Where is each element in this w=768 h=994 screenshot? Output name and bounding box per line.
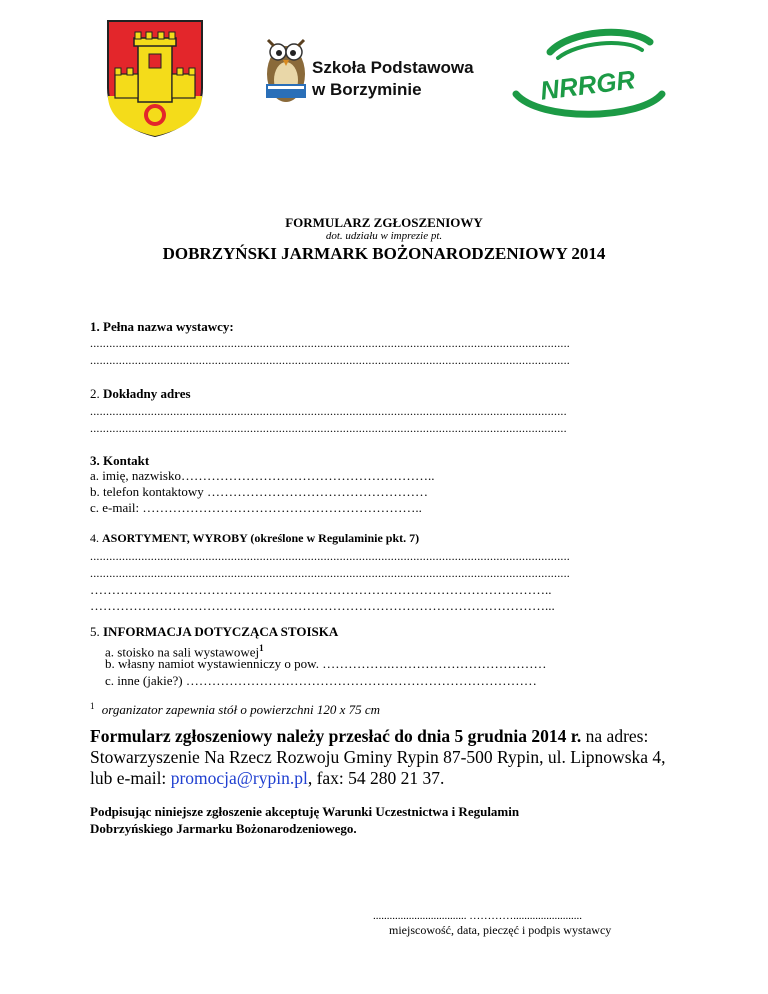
submission-contact: lub e-mail: promocja@rypin.pl, fax: 54 280 21 37. [90, 768, 445, 788]
footnote [90, 698, 380, 718]
section4-input-line[interactable]: …………………………………………………………………………………………….. [90, 582, 552, 597]
footnote-mark: 1 [90, 701, 95, 711]
submission-line1: Formularz zgłoszeniowy należy przesłać do dnia 5 grudnia 2014 r. na adres: [90, 726, 649, 746]
form-title: FORMULARZ ZGŁOSZENIOWY [285, 215, 483, 230]
section2-input-line[interactable]: ..................................................................................................................................................... [90, 404, 567, 418]
section4-input-line[interactable]: ...................................................................................................................................................... [90, 549, 570, 563]
stand-option-other[interactable]: c. inne (jakie?) ……………………………………………………………………… [105, 673, 537, 688]
stand-option-tent[interactable]: b. własny namiot wystawienniczy o pow. …………….……………………………… [105, 656, 547, 671]
section3-heading: 3. Kontakt [90, 453, 150, 468]
footnote-ref: 1 [259, 643, 264, 653]
consent-text: Podpisując niniejsze zgłoszenie akceptuję Warunki Uczestnictwa i Regulamin Dobrzyńskiego Jarmarku Bożonarodzeniowego. [90, 804, 520, 836]
email-link[interactable]: promocja@rypin.pl [170, 768, 308, 788]
form-subtitle: dot. udziału w imprezie pt. [325, 230, 443, 242]
contact-name-field[interactable]: a. imię, nazwisko………………………………………………….. [90, 468, 435, 483]
contact-phone-field[interactable]: b. telefon kontaktowy …………………………………………… [90, 484, 428, 499]
section1-input-line[interactable]: ...................................................................................................................................................... [90, 336, 570, 350]
section4-input-line[interactable]: ...................................................................................................................................................... [90, 566, 570, 580]
section2-input-line[interactable]: ..................................................................................................................................................... [90, 421, 567, 435]
section2-heading: 2. Dokładny adres [90, 386, 191, 401]
submission-address: Stowarzyszenie Na Rzecz Rozwoju Gminy Rypin 87-500 Rypin, ul. Lipnowska 4, [90, 747, 666, 767]
event-title: DOBRZYŃSKI JARMARK BOŻONARODZENIOWY 2014 [162, 244, 606, 263]
footnote-text: organizator zapewnia stół o powierzchni 120 x 75 cm [101, 702, 381, 718]
signature-line[interactable]: .................................. …………......................... [373, 910, 582, 922]
section1-heading: 1. Pełna nazwa wystawcy: [90, 319, 234, 334]
nrrgr-text: NRRGR [538, 64, 637, 106]
section4-heading: 4. ASORTYMENT, WYROBY (określone w Regulaminie pkt. 7) [90, 531, 420, 545]
nrrgr-logo [510, 22, 670, 122]
school-logo [262, 30, 474, 110]
contact-email-field[interactable]: c. e-mail: ……………………………………………………….. [90, 500, 422, 515]
section1-input-line[interactable]: ...................................................................................................................................................... [90, 353, 570, 367]
signature-label: miejscowość, data, pieczęć i podpis wystawcy [389, 923, 612, 937]
coat-of-arms [105, 18, 205, 138]
school-name-line1: Szkoła Podstawowa [312, 58, 474, 77]
owl-icon [262, 30, 310, 108]
school-name-line2: w Borzyminie [312, 80, 422, 99]
section5-heading: 5. INFORMACJA DOTYCZĄCA STOISKA [90, 624, 339, 639]
section4-input-line[interactable]: ……………………………………………………………………………………………... [90, 598, 555, 613]
stand-option-hall[interactable]: a. stoisko na sali wystawowej$^1$ [105, 643, 264, 660]
